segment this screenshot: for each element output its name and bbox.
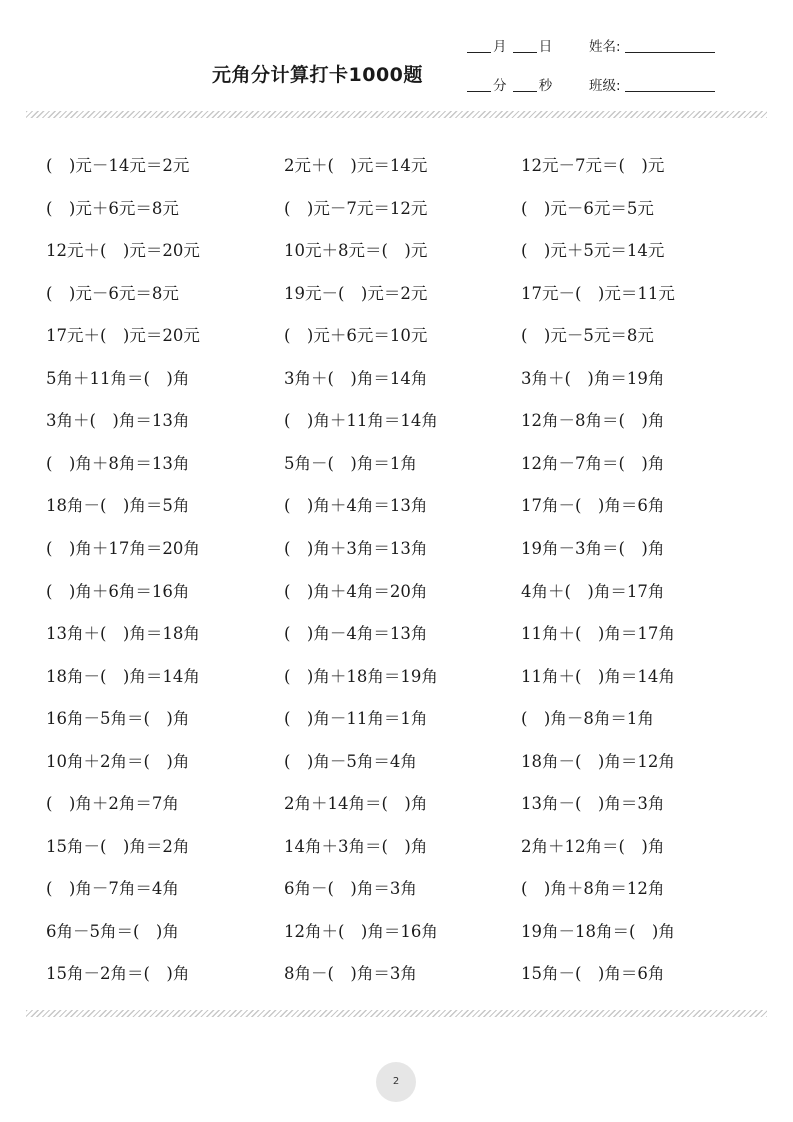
- problem-item: ( )角－8角＝1角: [521, 709, 654, 728]
- problem-item: 14角＋3角＝( )角: [284, 837, 428, 856]
- problem-item: 10角＋2角＝( )角: [46, 752, 190, 771]
- problem-item: 17元＋( )元＝20元: [46, 326, 200, 345]
- problem-item: ( )元－5元＝8元: [521, 326, 654, 345]
- name-line: [589, 35, 717, 55]
- day-label: 日: [538, 39, 553, 55]
- problem-item: 19元－( )元＝2元: [284, 284, 428, 303]
- problem-item: 18角－( )角＝14角: [46, 667, 200, 686]
- problem-item: ( )角＋17角＝20角: [46, 539, 200, 558]
- problem-item: 12元－7元＝( )元: [521, 156, 665, 175]
- problem-item: 3角＋( )角＝19角: [521, 369, 665, 388]
- problem-item: ( )角－5角＝4角: [284, 752, 417, 771]
- problem-item: ( )元＋5元＝14元: [521, 241, 665, 260]
- problem-item: ( )元－6元＝8元: [46, 284, 179, 303]
- problem-item: 13角－( )角＝3角: [521, 794, 665, 813]
- minute-blank[interactable]: [467, 91, 491, 92]
- problem-item: 4角＋( )角＝17角: [521, 582, 665, 601]
- problem-item: 2角＋12角＝( )角: [521, 837, 665, 856]
- problem-item: ( )角＋4角＝13角: [284, 496, 428, 515]
- problem-item: 15角－( )角＝6角: [521, 964, 665, 983]
- class-blank[interactable]: [625, 91, 715, 92]
- problem-item: 18角－( )角＝12角: [521, 752, 675, 771]
- problem-item: ( )元＋6元＝8元: [46, 199, 179, 218]
- problem-item: ( )角－11角＝1角: [284, 709, 428, 728]
- second-blank[interactable]: [513, 91, 537, 92]
- problem-item: 18角－( )角＝5角: [46, 496, 190, 515]
- problem-item: 12角＋( )角＝16角: [284, 922, 438, 941]
- problem-item: 2元＋( )元＝14元: [284, 156, 428, 175]
- problem-item: ( )角＋4角＝20角: [284, 582, 428, 601]
- problem-item: 17元－( )元＝11元: [521, 284, 675, 303]
- top-divider: [26, 111, 767, 118]
- month-blank[interactable]: [467, 52, 491, 53]
- problem-item: 6角－( )角＝3角: [284, 879, 417, 898]
- problem-item: ( )角＋6角＝16角: [46, 582, 190, 601]
- problem-item: ( )角＋3角＝13角: [284, 539, 428, 558]
- problem-item: 3角＋( )角＝13角: [46, 411, 190, 430]
- problem-item: ( )角＋8角＝12角: [521, 879, 665, 898]
- problem-item: 12角－7角＝( )角: [521, 454, 665, 473]
- problem-item: 17角－( )角＝6角: [521, 496, 665, 515]
- name-blank[interactable]: [625, 52, 715, 53]
- problem-item: ( )元－14元＝2元: [46, 156, 190, 175]
- class-line: [589, 74, 717, 94]
- problem-item: 5角－( )角＝1角: [284, 454, 417, 473]
- page-number: 2: [376, 1062, 416, 1102]
- problem-item: 5角＋11角＝( )角: [46, 369, 190, 388]
- problem-item: 10元＋8元＝( )元: [284, 241, 428, 260]
- class-label: 班级:: [589, 78, 621, 94]
- problem-item: 15角－( )角＝2角: [46, 837, 190, 856]
- problem-item: ( )角＋18角＝19角: [284, 667, 438, 686]
- problem-item: ( )元－6元＝5元: [521, 199, 654, 218]
- second-label: 秒: [538, 78, 553, 94]
- bottom-divider: [26, 1010, 767, 1017]
- minute-label: 分: [493, 78, 507, 94]
- problem-item: 12元＋( )元＝20元: [46, 241, 200, 260]
- page-title: 元角分计算打卡1000题: [212, 64, 423, 86]
- problem-item: 8角－( )角＝3角: [284, 964, 417, 983]
- problem-item: ( )角＋8角＝13角: [46, 454, 190, 473]
- problem-item: 6角－5角＝( )角: [46, 922, 179, 941]
- problem-item: 19角－18角＝( )角: [521, 922, 675, 941]
- time-line: [465, 74, 552, 94]
- problem-item: 2角＋14角＝( )角: [284, 794, 428, 813]
- problem-item: 3角＋( )角＝14角: [284, 369, 428, 388]
- problem-item: ( )角＋2角＝7角: [46, 794, 179, 813]
- date-line: [465, 35, 552, 55]
- problem-item: 15角－2角＝( )角: [46, 964, 190, 983]
- problem-item: ( )角－7角＝4角: [46, 879, 179, 898]
- month-label: 月: [493, 39, 507, 55]
- problem-item: 12角－8角＝( )角: [521, 411, 665, 430]
- problem-item: ( )元＋6元＝10元: [284, 326, 428, 345]
- problem-item: 11角＋( )角＝17角: [521, 624, 675, 643]
- problem-item: 19角－3角＝( )角: [521, 539, 665, 558]
- problem-item: ( )角＋11角＝14角: [284, 411, 438, 430]
- problem-item: 16角－5角＝( )角: [46, 709, 190, 728]
- problem-item: 11角＋( )角＝14角: [521, 667, 675, 686]
- day-blank[interactable]: [513, 52, 537, 53]
- problem-item: 13角＋( )角＝18角: [46, 624, 200, 643]
- problem-item: ( )元－7元＝12元: [284, 199, 428, 218]
- name-label: 姓名:: [589, 39, 621, 55]
- problem-item: ( )角－4角＝13角: [284, 624, 428, 643]
